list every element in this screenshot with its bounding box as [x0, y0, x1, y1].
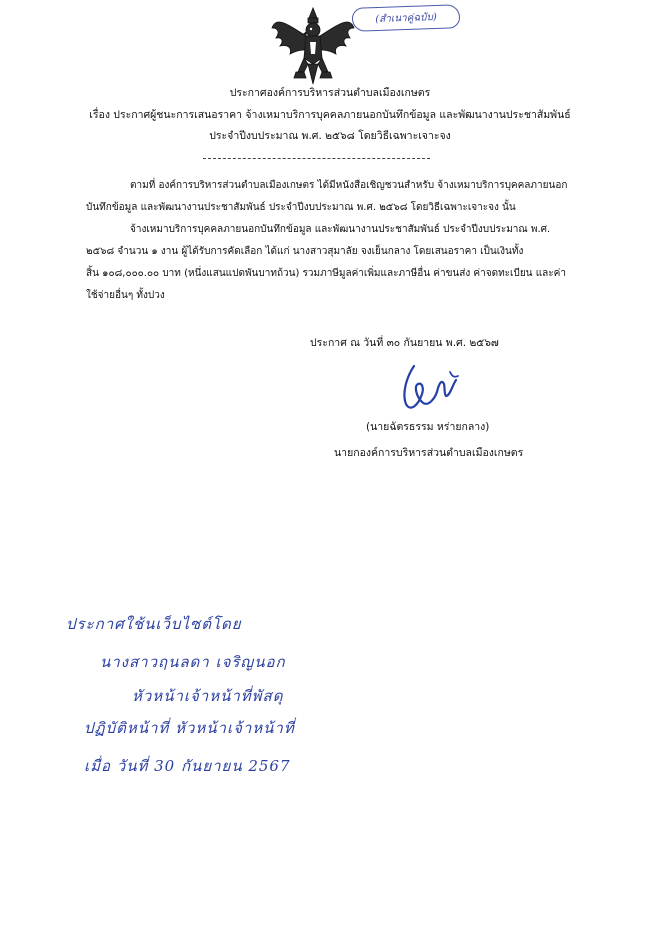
- signature-mark-icon: [392, 360, 482, 420]
- body-line-4: ๒๕๖๘ จำนวน ๑ งาน ผู้ได้รับการคัดเลือก ได้แก่ นางสาวสุมาลัย จงเย็นกลาง โดยเสนอราคา เป็นเงินทั้ง: [86, 246, 524, 257]
- handwritten-note-line-5: เมื่อ วันที่ 30 กันยายน 2567: [84, 757, 291, 775]
- header-subject: เรื่อง ประกาศผู้ชนะการเสนอราคา จ้างเหมาบริการบุคคลภายนอกบันทึกข้อมูล และพัฒนางานประชาสัมพันธ์: [89, 109, 571, 121]
- announcement-date: ประกาศ ณ วันที่ ๓๐ กันยายน พ.ศ. ๒๕๖๗: [310, 337, 499, 349]
- copy-stamp-note: (สำเนาคู่ฉบับ): [352, 4, 461, 32]
- body-line-6: ใช้จ่ายอื่นๆ ทั้งปวง: [86, 290, 165, 301]
- handwritten-note-line-1: ประกาศใช้นเว็บไซต์โดย: [66, 615, 242, 633]
- body-line-3: จ้างเหมาบริการบุคคลภายนอกบันทึกข้อมูล และพัฒนางานประชาสัมพันธ์ ประจำปีงบประมาณ พ.ศ.: [130, 224, 551, 235]
- header-org-title: ประกาศองค์การบริหารส่วนตำบลเมืองเกษตร: [229, 87, 431, 99]
- garuda-emblem-icon: [268, 6, 358, 88]
- body-line-5: สิ้น ๑๐๘,๐๐๐.๐๐ บาท (หนึ่งแสนแปดพันบาทถ้วน) รวมภาษีมูลค่าเพิ่มและภาษีอื่น ค่าขนส่ง ค่าจดทะเบียน และค่า: [86, 268, 566, 279]
- handwritten-note-line-2: นางสาวฤนลดา เจริญนอก: [100, 653, 286, 671]
- body-line-2: บันทึกข้อมูล และพัฒนางานประชาสัมพันธ์ ประจำปีงบประมาณ พ.ศ. ๒๕๖๘ โดยวิธีเฉพาะเจาะจง นั้น: [86, 202, 516, 213]
- header-fiscal-year: ประจำปีงบประมาณ พ.ศ. ๒๕๖๘ โดยวิธีเฉพาะเจาะจง: [209, 130, 451, 142]
- signer-position: นายกองค์การบริหารส่วนตำบลเมืองเกษตร: [334, 447, 524, 459]
- body-line-1: ตามที่ องค์การบริหารส่วนตำบลเมืองเกษตร ได้มีหนังสือเชิญชวนสำหรับ จ้างเหมาบริการบุคคลภายนอก: [130, 180, 568, 191]
- signer-name: (นายฉัตรธรรม หร่ายกลาง): [366, 421, 490, 433]
- header-divider: [203, 158, 430, 159]
- handwritten-note-line-4: ปฏิบัติหน้าที่ หัวหน้าเจ้าหน้าที่: [84, 719, 295, 737]
- handwritten-note-line-3: หัวหน้าเจ้าหน้าที่พัสดุ: [132, 687, 284, 705]
